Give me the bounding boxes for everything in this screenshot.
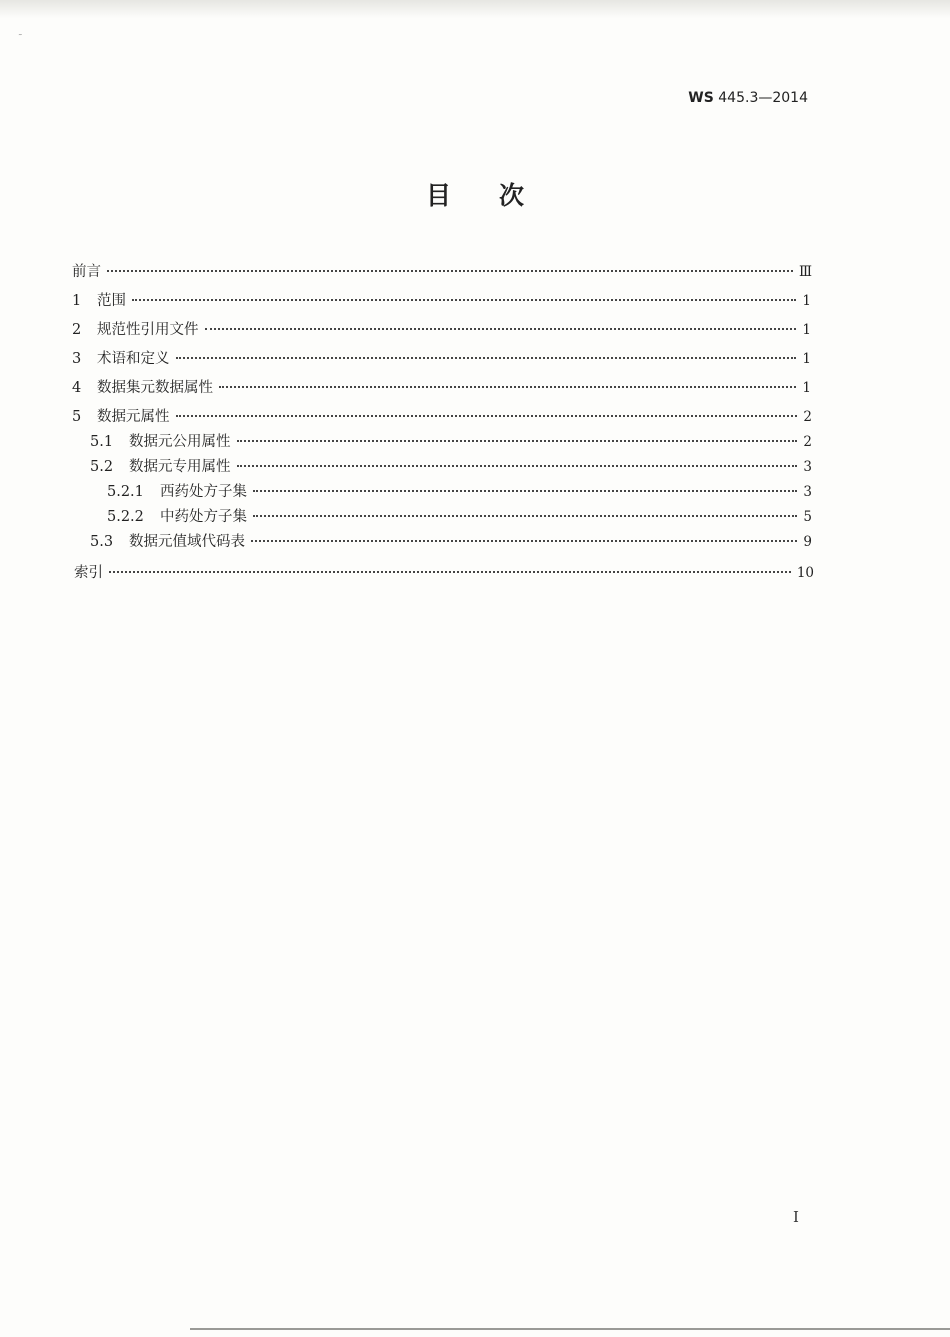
toc-entry-page: 1 [802,380,811,396]
toc-entry-number: 4 [72,380,82,396]
toc-entry-label: 数据集元数据属性 [97,380,213,396]
toc-entry-label: 索引 [74,565,103,581]
standard-code-number: 445.3—2014 [713,90,808,106]
toc-entry-normative-references[interactable] [72,320,811,340]
toc-entry-page: 1 [802,293,811,309]
toc-leader [176,357,797,359]
toc-entry-number: 5 [72,409,82,425]
toc-entry-5-2[interactable] [90,457,812,477]
toc-entry-page: 3 [803,484,812,500]
toc-entry-dataset-metadata[interactable] [72,378,811,398]
toc-entry-number: 5.2.1 [107,484,144,500]
toc-leader [176,415,798,417]
toc-entry-label: 数据元值域代码表 [129,534,245,550]
toc-leader [253,515,797,517]
toc-entry-page: 2 [803,409,812,425]
toc-entry-page: 5 [803,509,812,525]
toc-leader [237,465,798,467]
standard-code [688,90,808,106]
toc-leader [219,386,796,388]
toc-entry-number: 5.2 [90,459,114,475]
toc-entry-number: 1 [72,293,82,309]
toc-entry-page: 3 [803,459,812,475]
toc-entry-number: 2 [72,322,82,338]
toc-entry-number: 3 [72,351,82,367]
toc-entry-5-2-2[interactable] [107,507,812,527]
page-number: I [793,1208,799,1226]
scan-bottom-edge [190,1328,950,1330]
toc-entry-page: 1 [802,351,811,367]
toc-entry-label: 规范性引用文件 [97,322,199,338]
toc-leader [253,490,797,492]
toc-entry-index[interactable] [74,563,814,583]
toc-entry-scope[interactable] [72,291,811,311]
toc-entry-label: 数据元专用属性 [129,459,231,475]
toc-entry-number: 5.3 [90,534,114,550]
toc-entry-label: 中药处方子集 [160,509,247,525]
toc-entry-page: 10 [796,565,814,581]
toc-entry-page: 9 [803,534,812,550]
toc-leader [107,270,793,272]
toc-entry-foreword[interactable] [72,262,812,282]
toc-entry-label: 范围 [97,293,126,309]
toc-entry-label: 前言 [72,264,101,280]
toc-entry-page: 1 [802,322,811,338]
toc-entry-page: 2 [803,434,812,450]
toc-entry-terms[interactable] [72,349,811,369]
toc-leader [109,571,791,573]
toc-entry-5-3[interactable] [90,532,812,552]
toc-entry-5-2-1[interactable] [107,482,812,502]
toc-leader [237,440,798,442]
toc-entry-number: 5.1 [90,434,114,450]
toc-entry-label: 数据元属性 [97,409,170,425]
toc-leader [205,328,797,330]
toc-entry-5-1[interactable] [90,432,812,452]
scan-top-shadow [0,0,950,18]
toc-entry-label: 数据元公用属性 [129,434,231,450]
toc-entry-page: Ⅲ [798,264,812,280]
toc-leader [132,299,796,301]
toc-entry-label: 西药处方子集 [160,484,247,500]
standard-code-prefix: WS [688,90,714,106]
toc-entry-label: 术语和定义 [97,351,170,367]
page-title: 目次 [425,181,572,210]
scan-speck: ˜ [18,34,23,44]
toc-entry-data-element-attributes[interactable] [72,407,812,427]
toc-entry-number: 5.2.2 [107,509,144,525]
toc-leader [251,540,797,542]
